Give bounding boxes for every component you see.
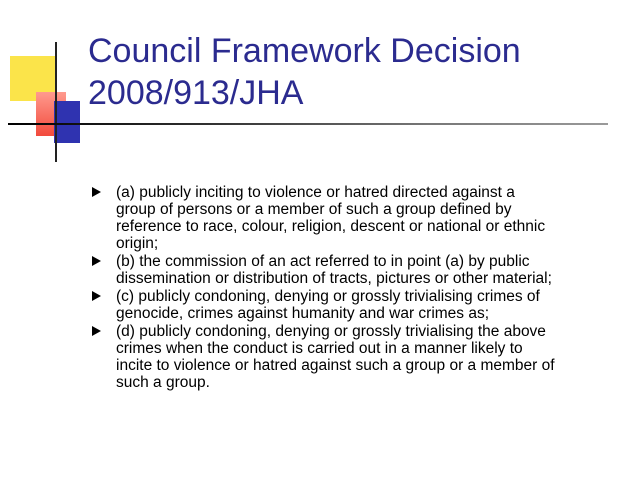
- arrow-bullet-icon: [92, 326, 101, 336]
- bullet-list: [92, 184, 622, 392]
- bullet-text-line: (c) publicly condoning, denying or grossly trivialising crimes of: [116, 288, 540, 305]
- bullet-text-line: (d) publicly condoning, denying or grossly trivialising the above: [116, 323, 546, 340]
- bullet-text-line: reference to race, colour, religion, descent or national or ethnic: [116, 218, 546, 235]
- arrow-bullet-icon: [92, 291, 101, 301]
- bullet-item-d: [92, 323, 622, 391]
- bullet-item-b: [92, 253, 622, 287]
- bullet-text-line: dissemination or distribution of tracts, pictures or other material;: [116, 270, 552, 287]
- bullet-item-c: [92, 288, 622, 322]
- bullet-text-line: group of persons or a member of such a group defined by: [116, 201, 512, 218]
- title-divider-line: [8, 123, 608, 125]
- slide-title-line-1: Council Framework Decision: [88, 32, 521, 70]
- bullet-text-line: (a) publicly inciting to violence or hatred directed against a: [116, 184, 515, 201]
- decorative-blue-block: [54, 101, 80, 143]
- decorative-vertical-line: [55, 42, 57, 162]
- bullet-text-line: genocide, crimes against humanity and war crimes as;: [116, 305, 490, 322]
- bullet-item-a: [92, 184, 622, 252]
- bullet-text-line: incite to violence or hatred against such a group or a member of: [116, 357, 555, 374]
- arrow-bullet-icon: [92, 187, 101, 197]
- slide-title: [88, 30, 618, 114]
- bullet-text-line: (b) the commission of an act referred to in point (a) by public: [116, 253, 530, 270]
- arrow-bullet-icon: [92, 256, 101, 266]
- bullet-text-line: crimes when the conduct is carried out in a manner likely to: [116, 340, 523, 357]
- slide-title-line-2: 2008/913/JHA: [88, 74, 304, 112]
- bullet-text-line: origin;: [116, 235, 159, 252]
- bullet-text-line: such a group.: [116, 374, 210, 391]
